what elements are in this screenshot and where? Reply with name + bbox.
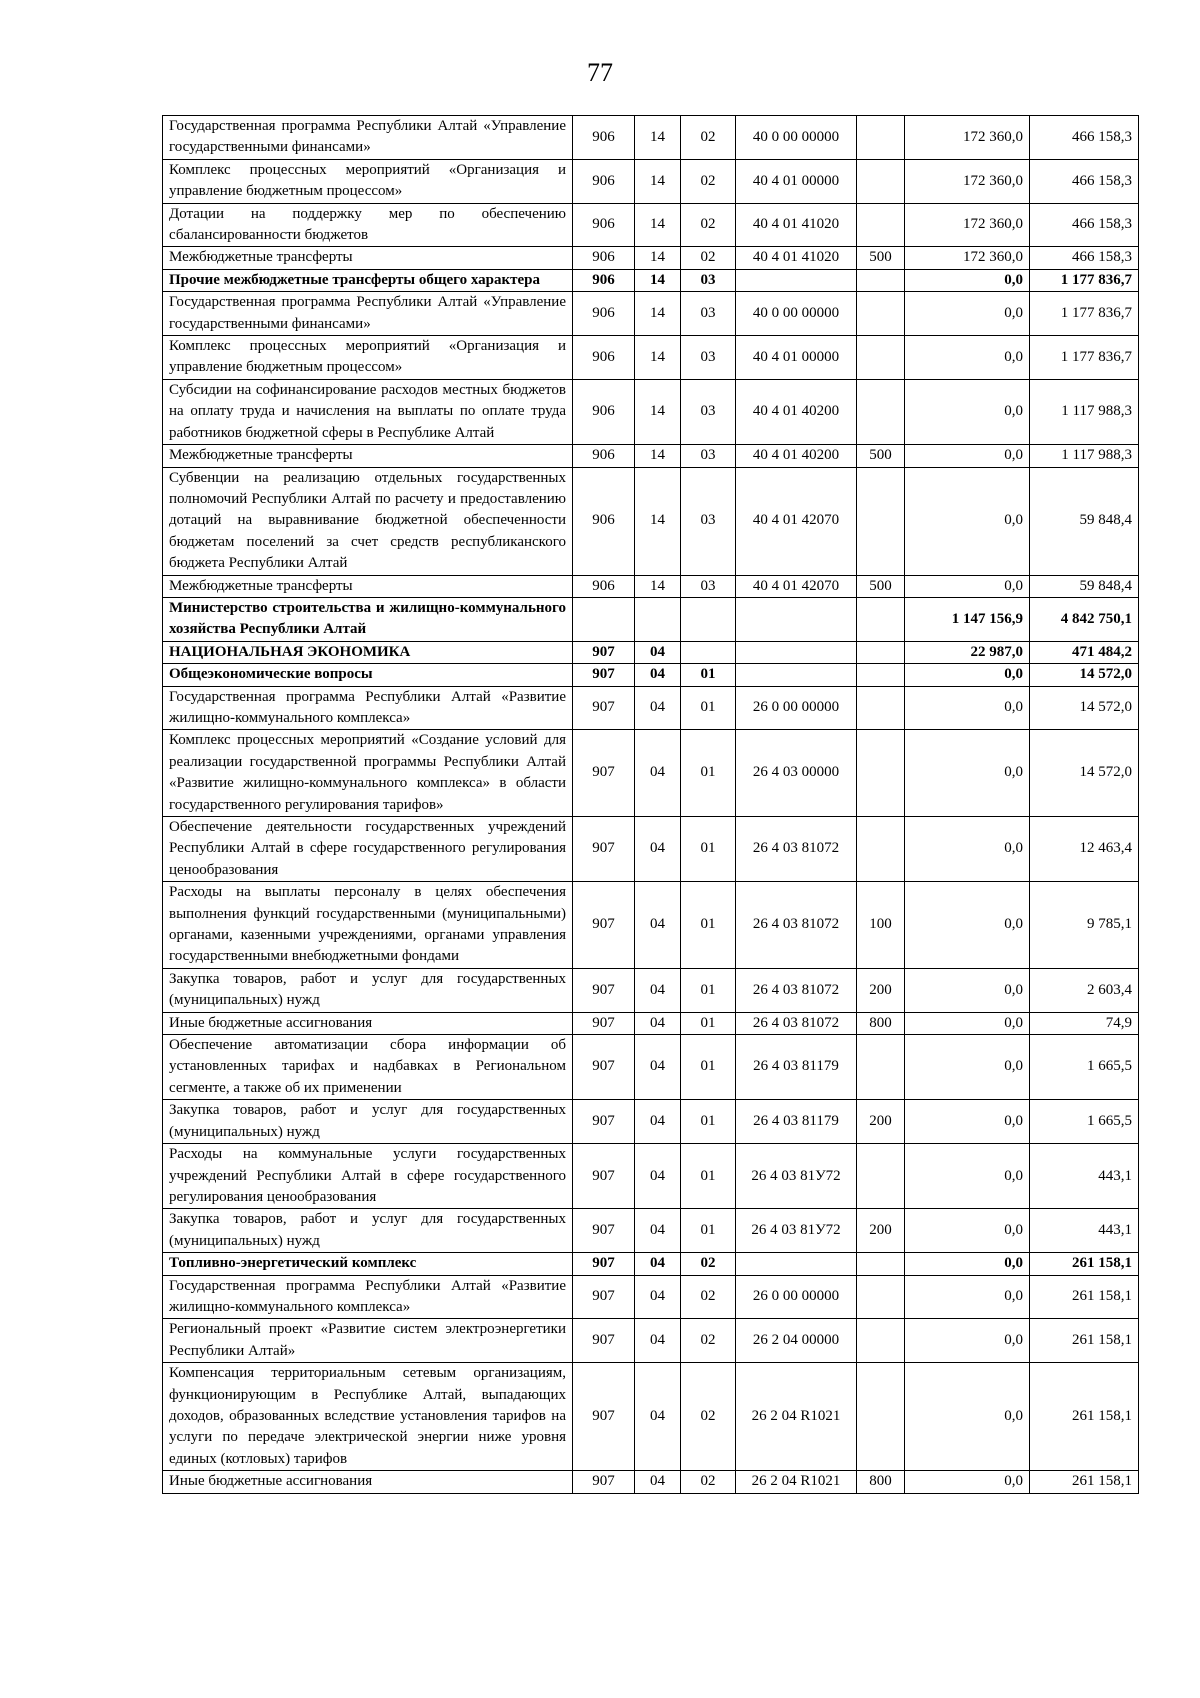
row-name-cell: Государственная программа Республики Алтай «Развитие жилищно-коммунального комплекса» bbox=[163, 1275, 573, 1319]
section-code-cell: 04 bbox=[635, 817, 681, 882]
row-name-cell: Межбюджетные трансферты bbox=[163, 247, 573, 269]
row-name-cell: Обеспечение деятельности государственных учреждений Республики Алтай в сфере государственного регулирования ценообразования bbox=[163, 817, 573, 882]
section-code-cell: 04 bbox=[635, 1100, 681, 1144]
grbs-code-cell: 907 bbox=[573, 1209, 635, 1253]
amount-year2-cell: 261 158,1 bbox=[1030, 1363, 1139, 1471]
subsection-code-cell: 03 bbox=[681, 445, 736, 467]
subsection-code-cell: 02 bbox=[681, 1275, 736, 1319]
grbs-code-cell: 906 bbox=[573, 575, 635, 597]
amount-year2-cell: 443,1 bbox=[1030, 1144, 1139, 1209]
expense-type-code-cell bbox=[857, 817, 905, 882]
amount-year1-cell: 1 147 156,9 bbox=[905, 597, 1030, 641]
table-row bbox=[163, 292, 1139, 336]
section-code-cell: 14 bbox=[635, 575, 681, 597]
amount-year1-cell: 0,0 bbox=[905, 882, 1030, 969]
expense-type-code-cell: 800 bbox=[857, 1471, 905, 1493]
amount-year1-cell: 0,0 bbox=[905, 1035, 1030, 1100]
section-code-cell: 04 bbox=[635, 1209, 681, 1253]
amount-year2-cell: 9 785,1 bbox=[1030, 882, 1139, 969]
subsection-code-cell: 02 bbox=[681, 247, 736, 269]
section-code-cell: 04 bbox=[635, 1275, 681, 1319]
target-item-code-cell: 26 0 00 00000 bbox=[736, 686, 857, 730]
target-item-code-cell: 26 4 03 81179 bbox=[736, 1100, 857, 1144]
amount-year2-cell: 261 158,1 bbox=[1030, 1471, 1139, 1493]
amount-year1-cell: 0,0 bbox=[905, 730, 1030, 817]
subsection-code-cell: 01 bbox=[681, 817, 736, 882]
table-row bbox=[163, 116, 1139, 160]
section-code-cell: 14 bbox=[635, 247, 681, 269]
amount-year1-cell: 0,0 bbox=[905, 1144, 1030, 1209]
grbs-code-cell: 907 bbox=[573, 1471, 635, 1493]
amount-year2-cell: 471 484,2 bbox=[1030, 641, 1139, 663]
section-code-cell: 04 bbox=[635, 1012, 681, 1034]
target-item-code-cell: 26 2 04 00000 bbox=[736, 1319, 857, 1363]
amount-year2-cell: 261 158,1 bbox=[1030, 1253, 1139, 1275]
row-name-cell: Субвенции на реализацию отдельных государственных полномочий Республики Алтай по расчету и предоставлению дотаций на выравнивание бюджетной обеспеченности бюджетам поселений за счет средств республиканского бюджета Республики Алтай bbox=[163, 467, 573, 575]
table-row bbox=[163, 1363, 1139, 1471]
section-code-cell: 04 bbox=[635, 1319, 681, 1363]
table-row bbox=[163, 1012, 1139, 1034]
subsection-code-cell: 01 bbox=[681, 968, 736, 1012]
grbs-code-cell: 907 bbox=[573, 1144, 635, 1209]
section-code-cell: 04 bbox=[635, 664, 681, 686]
subsection-code-cell: 03 bbox=[681, 467, 736, 575]
amount-year1-cell: 0,0 bbox=[905, 336, 1030, 380]
subsection-code-cell: 01 bbox=[681, 1012, 736, 1034]
row-name-cell: Закупка товаров, работ и услуг для государственных (муниципальных) нужд bbox=[163, 968, 573, 1012]
expense-type-code-cell bbox=[857, 159, 905, 203]
table-row bbox=[163, 686, 1139, 730]
table-row bbox=[163, 445, 1139, 467]
expense-type-code-cell bbox=[857, 116, 905, 160]
target-item-code-cell: 26 4 03 00000 bbox=[736, 730, 857, 817]
table-row bbox=[163, 467, 1139, 575]
table-row bbox=[163, 1100, 1139, 1144]
subsection-code-cell: 01 bbox=[681, 1035, 736, 1100]
table-row bbox=[163, 1253, 1139, 1275]
row-name-cell: Топливно-энергетический комплекс bbox=[163, 1253, 573, 1275]
amount-year1-cell: 0,0 bbox=[905, 1275, 1030, 1319]
grbs-code-cell: 907 bbox=[573, 1363, 635, 1471]
expense-type-code-cell: 200 bbox=[857, 1209, 905, 1253]
table-row bbox=[163, 159, 1139, 203]
amount-year2-cell: 14 572,0 bbox=[1030, 686, 1139, 730]
amount-year2-cell: 1 177 836,7 bbox=[1030, 292, 1139, 336]
section-code-cell: 14 bbox=[635, 292, 681, 336]
amount-year1-cell: 0,0 bbox=[905, 1100, 1030, 1144]
row-name-cell: Общеэкономические вопросы bbox=[163, 664, 573, 686]
table-row bbox=[163, 379, 1139, 444]
grbs-code-cell bbox=[573, 597, 635, 641]
subsection-code-cell: 01 bbox=[681, 664, 736, 686]
grbs-code-cell: 907 bbox=[573, 730, 635, 817]
subsection-code-cell: 02 bbox=[681, 203, 736, 247]
subsection-code-cell: 02 bbox=[681, 1319, 736, 1363]
section-code-cell: 14 bbox=[635, 445, 681, 467]
row-name-cell: Комплекс процессных мероприятий «Организация и управление бюджетным процессом» bbox=[163, 159, 573, 203]
grbs-code-cell: 906 bbox=[573, 159, 635, 203]
section-code-cell: 04 bbox=[635, 641, 681, 663]
target-item-code-cell: 26 4 03 81У72 bbox=[736, 1209, 857, 1253]
amount-year2-cell: 1 117 988,3 bbox=[1030, 379, 1139, 444]
table-row bbox=[163, 575, 1139, 597]
section-code-cell: 04 bbox=[635, 686, 681, 730]
table-row bbox=[163, 817, 1139, 882]
section-code-cell: 04 bbox=[635, 1253, 681, 1275]
grbs-code-cell: 906 bbox=[573, 292, 635, 336]
expense-type-code-cell bbox=[857, 730, 905, 817]
row-name-cell: Государственная программа Республики Алтай «Управление государственными финансами» bbox=[163, 116, 573, 160]
subsection-code-cell: 03 bbox=[681, 292, 736, 336]
grbs-code-cell: 906 bbox=[573, 467, 635, 575]
section-code-cell: 04 bbox=[635, 882, 681, 969]
target-item-code-cell: 40 0 00 00000 bbox=[736, 292, 857, 336]
section-code-cell: 14 bbox=[635, 116, 681, 160]
amount-year1-cell: 0,0 bbox=[905, 968, 1030, 1012]
section-code-cell: 14 bbox=[635, 203, 681, 247]
amount-year2-cell: 466 158,3 bbox=[1030, 203, 1139, 247]
grbs-code-cell: 907 bbox=[573, 1275, 635, 1319]
grbs-code-cell: 907 bbox=[573, 1012, 635, 1034]
section-code-cell bbox=[635, 597, 681, 641]
section-code-cell: 04 bbox=[635, 1363, 681, 1471]
target-item-code-cell bbox=[736, 597, 857, 641]
table-row bbox=[163, 247, 1139, 269]
row-name-cell: НАЦИОНАЛЬНАЯ ЭКОНОМИКА bbox=[163, 641, 573, 663]
table-row bbox=[163, 882, 1139, 969]
target-item-code-cell: 26 4 03 81072 bbox=[736, 817, 857, 882]
target-item-code-cell: 26 4 03 81072 bbox=[736, 882, 857, 969]
table-row bbox=[163, 1144, 1139, 1209]
amount-year1-cell: 0,0 bbox=[905, 1012, 1030, 1034]
target-item-code-cell bbox=[736, 664, 857, 686]
target-item-code-cell: 26 4 03 81072 bbox=[736, 968, 857, 1012]
expense-type-code-cell bbox=[857, 269, 905, 291]
amount-year2-cell: 14 572,0 bbox=[1030, 664, 1139, 686]
grbs-code-cell: 907 bbox=[573, 641, 635, 663]
amount-year2-cell: 14 572,0 bbox=[1030, 730, 1139, 817]
grbs-code-cell: 906 bbox=[573, 116, 635, 160]
amount-year1-cell: 0,0 bbox=[905, 575, 1030, 597]
expense-type-code-cell: 200 bbox=[857, 1100, 905, 1144]
expense-type-code-cell: 500 bbox=[857, 247, 905, 269]
subsection-code-cell: 03 bbox=[681, 379, 736, 444]
amount-year2-cell: 261 158,1 bbox=[1030, 1275, 1139, 1319]
target-item-code-cell: 40 4 01 00000 bbox=[736, 159, 857, 203]
subsection-code-cell: 01 bbox=[681, 1144, 736, 1209]
amount-year1-cell: 0,0 bbox=[905, 1319, 1030, 1363]
target-item-code-cell: 26 2 04 R1021 bbox=[736, 1363, 857, 1471]
amount-year2-cell: 59 848,4 bbox=[1030, 575, 1139, 597]
target-item-code-cell bbox=[736, 269, 857, 291]
amount-year2-cell: 261 158,1 bbox=[1030, 1319, 1139, 1363]
grbs-code-cell: 907 bbox=[573, 1319, 635, 1363]
budget-table bbox=[162, 115, 1139, 1494]
budget-table-body bbox=[163, 116, 1139, 1494]
amount-year2-cell: 59 848,4 bbox=[1030, 467, 1139, 575]
amount-year2-cell: 443,1 bbox=[1030, 1209, 1139, 1253]
target-item-code-cell: 26 4 03 81072 bbox=[736, 1012, 857, 1034]
page-number: 77 bbox=[587, 58, 613, 87]
expense-type-code-cell bbox=[857, 336, 905, 380]
subsection-code-cell: 01 bbox=[681, 882, 736, 969]
table-row bbox=[163, 1035, 1139, 1100]
section-code-cell: 04 bbox=[635, 1471, 681, 1493]
table-row bbox=[163, 1319, 1139, 1363]
amount-year1-cell: 0,0 bbox=[905, 1209, 1030, 1253]
row-name-cell: Межбюджетные трансферты bbox=[163, 445, 573, 467]
amount-year2-cell: 1 117 988,3 bbox=[1030, 445, 1139, 467]
row-name-cell: Комплекс процессных мероприятий «Создание условий для реализации государственной программы Республики Алтай «Развитие жилищно-коммунального комплекса» в области государственного регулирования тарифов» bbox=[163, 730, 573, 817]
target-item-code-cell: 26 4 03 81179 bbox=[736, 1035, 857, 1100]
amount-year1-cell: 0,0 bbox=[905, 664, 1030, 686]
amount-year1-cell: 0,0 bbox=[905, 817, 1030, 882]
grbs-code-cell: 907 bbox=[573, 1035, 635, 1100]
amount-year1-cell: 172 360,0 bbox=[905, 203, 1030, 247]
expense-type-code-cell bbox=[857, 1319, 905, 1363]
row-name-cell: Обеспечение автоматизации сбора информации об установленных тарифах и надбавках в Региональном сегменте, а также об их применении bbox=[163, 1035, 573, 1100]
subsection-code-cell: 02 bbox=[681, 1471, 736, 1493]
target-item-code-cell bbox=[736, 1253, 857, 1275]
table-row bbox=[163, 730, 1139, 817]
target-item-code-cell: 40 0 00 00000 bbox=[736, 116, 857, 160]
expense-type-code-cell bbox=[857, 686, 905, 730]
expense-type-code-cell bbox=[857, 1253, 905, 1275]
grbs-code-cell: 907 bbox=[573, 686, 635, 730]
target-item-code-cell: 40 4 01 41020 bbox=[736, 247, 857, 269]
expense-type-code-cell: 500 bbox=[857, 445, 905, 467]
target-item-code-cell: 26 2 04 R1021 bbox=[736, 1471, 857, 1493]
grbs-code-cell: 906 bbox=[573, 445, 635, 467]
subsection-code-cell bbox=[681, 597, 736, 641]
target-item-code-cell: 26 0 00 00000 bbox=[736, 1275, 857, 1319]
expense-type-code-cell bbox=[857, 1035, 905, 1100]
subsection-code-cell: 02 bbox=[681, 1363, 736, 1471]
row-name-cell: Региональный проект «Развитие систем электроэнергетики Республики Алтай» bbox=[163, 1319, 573, 1363]
amount-year2-cell: 1 665,5 bbox=[1030, 1035, 1139, 1100]
row-name-cell: Компенсация территориальным сетевым организациям, функционирующим в Республике Алтай, выпадающих доходов, образованных вследствие установления тарифов на услуги по передаче электрической энергии ниже уровня единых (котловых) тарифов bbox=[163, 1363, 573, 1471]
grbs-code-cell: 906 bbox=[573, 336, 635, 380]
expense-type-code-cell bbox=[857, 1363, 905, 1471]
section-code-cell: 14 bbox=[635, 269, 681, 291]
amount-year1-cell: 0,0 bbox=[905, 269, 1030, 291]
row-name-cell: Субсидии на софинансирование расходов местных бюджетов на оплату труда и начисления на выплаты по оплате труда работников бюджетной сферы в Республике Алтай bbox=[163, 379, 573, 444]
expense-type-code-cell bbox=[857, 1275, 905, 1319]
table-row bbox=[163, 1209, 1139, 1253]
section-code-cell: 04 bbox=[635, 730, 681, 817]
expense-type-code-cell bbox=[857, 379, 905, 444]
amount-year1-cell: 172 360,0 bbox=[905, 159, 1030, 203]
target-item-code-cell: 40 4 01 40200 bbox=[736, 379, 857, 444]
grbs-code-cell: 907 bbox=[573, 968, 635, 1012]
row-name-cell: Иные бюджетные ассигнования bbox=[163, 1012, 573, 1034]
expense-type-code-cell bbox=[857, 1144, 905, 1209]
grbs-code-cell: 906 bbox=[573, 269, 635, 291]
amount-year2-cell: 466 158,3 bbox=[1030, 159, 1139, 203]
amount-year1-cell: 0,0 bbox=[905, 379, 1030, 444]
row-name-cell: Государственная программа Республики Алтай «Управление государственными финансами» bbox=[163, 292, 573, 336]
row-name-cell: Дотации на поддержку мер по обеспечению сбалансированности бюджетов bbox=[163, 203, 573, 247]
subsection-code-cell: 03 bbox=[681, 336, 736, 380]
section-code-cell: 14 bbox=[635, 159, 681, 203]
row-name-cell: Межбюджетные трансферты bbox=[163, 575, 573, 597]
table-row bbox=[163, 968, 1139, 1012]
amount-year2-cell: 1 665,5 bbox=[1030, 1100, 1139, 1144]
subsection-code-cell: 02 bbox=[681, 159, 736, 203]
grbs-code-cell: 907 bbox=[573, 882, 635, 969]
amount-year1-cell: 0,0 bbox=[905, 445, 1030, 467]
amount-year1-cell: 0,0 bbox=[905, 467, 1030, 575]
section-code-cell: 14 bbox=[635, 467, 681, 575]
amount-year2-cell: 466 158,3 bbox=[1030, 116, 1139, 160]
amount-year1-cell: 0,0 bbox=[905, 292, 1030, 336]
expense-type-code-cell bbox=[857, 664, 905, 686]
amount-year1-cell: 0,0 bbox=[905, 1253, 1030, 1275]
row-name-cell: Иные бюджетные ассигнования bbox=[163, 1471, 573, 1493]
amount-year2-cell: 4 842 750,1 bbox=[1030, 597, 1139, 641]
target-item-code-cell: 40 4 01 41020 bbox=[736, 203, 857, 247]
row-name-cell: Расходы на коммунальные услуги государственных учреждений Республики Алтай в сфере государственного регулирования ценообразования bbox=[163, 1144, 573, 1209]
expense-type-code-cell: 200 bbox=[857, 968, 905, 1012]
expense-type-code-cell bbox=[857, 597, 905, 641]
table-row bbox=[163, 1275, 1139, 1319]
target-item-code-cell bbox=[736, 641, 857, 663]
table-row bbox=[163, 1471, 1139, 1493]
amount-year2-cell: 466 158,3 bbox=[1030, 247, 1139, 269]
row-name-cell: Закупка товаров, работ и услуг для государственных (муниципальных) нужд bbox=[163, 1209, 573, 1253]
amount-year1-cell: 172 360,0 bbox=[905, 116, 1030, 160]
section-code-cell: 04 bbox=[635, 1144, 681, 1209]
amount-year2-cell: 1 177 836,7 bbox=[1030, 336, 1139, 380]
grbs-code-cell: 907 bbox=[573, 817, 635, 882]
section-code-cell: 14 bbox=[635, 379, 681, 444]
subsection-code-cell: 02 bbox=[681, 116, 736, 160]
section-code-cell: 14 bbox=[635, 336, 681, 380]
subsection-code-cell: 01 bbox=[681, 1209, 736, 1253]
amount-year1-cell: 0,0 bbox=[905, 686, 1030, 730]
row-name-cell: Комплекс процессных мероприятий «Организация и управление бюджетным процессом» bbox=[163, 336, 573, 380]
table-row bbox=[163, 203, 1139, 247]
amount-year1-cell: 172 360,0 bbox=[905, 247, 1030, 269]
expense-type-code-cell: 500 bbox=[857, 575, 905, 597]
subsection-code-cell: 01 bbox=[681, 1100, 736, 1144]
expense-type-code-cell: 100 bbox=[857, 882, 905, 969]
grbs-code-cell: 907 bbox=[573, 1100, 635, 1144]
expense-type-code-cell bbox=[857, 203, 905, 247]
grbs-code-cell: 906 bbox=[573, 247, 635, 269]
subsection-code-cell: 01 bbox=[681, 730, 736, 817]
amount-year1-cell: 0,0 bbox=[905, 1363, 1030, 1471]
grbs-code-cell: 906 bbox=[573, 203, 635, 247]
amount-year2-cell: 2 603,4 bbox=[1030, 968, 1139, 1012]
expense-type-code-cell: 800 bbox=[857, 1012, 905, 1034]
subsection-code-cell bbox=[681, 641, 736, 663]
grbs-code-cell: 907 bbox=[573, 1253, 635, 1275]
subsection-code-cell: 01 bbox=[681, 686, 736, 730]
section-code-cell: 04 bbox=[635, 968, 681, 1012]
amount-year2-cell: 12 463,4 bbox=[1030, 817, 1139, 882]
expense-type-code-cell bbox=[857, 641, 905, 663]
section-code-cell: 04 bbox=[635, 1035, 681, 1100]
subsection-code-cell: 03 bbox=[681, 575, 736, 597]
amount-year2-cell: 74,9 bbox=[1030, 1012, 1139, 1034]
grbs-code-cell: 906 bbox=[573, 379, 635, 444]
target-item-code-cell: 40 4 01 40200 bbox=[736, 445, 857, 467]
row-name-cell: Прочие межбюджетные трансферты общего характера bbox=[163, 269, 573, 291]
target-item-code-cell: 40 4 01 42070 bbox=[736, 575, 857, 597]
table-row bbox=[163, 597, 1139, 641]
target-item-code-cell: 40 4 01 42070 bbox=[736, 467, 857, 575]
subsection-code-cell: 03 bbox=[681, 269, 736, 291]
target-item-code-cell: 40 4 01 00000 bbox=[736, 336, 857, 380]
row-name-cell: Государственная программа Республики Алтай «Развитие жилищно-коммунального комплекса» bbox=[163, 686, 573, 730]
row-name-cell: Закупка товаров, работ и услуг для государственных (муниципальных) нужд bbox=[163, 1100, 573, 1144]
grbs-code-cell: 907 bbox=[573, 664, 635, 686]
row-name-cell: Министерство строительства и жилищно-коммунального хозяйства Республики Алтай bbox=[163, 597, 573, 641]
amount-year1-cell: 0,0 bbox=[905, 1471, 1030, 1493]
table-row bbox=[163, 664, 1139, 686]
table-row bbox=[163, 269, 1139, 291]
table-row bbox=[163, 336, 1139, 380]
amount-year1-cell: 22 987,0 bbox=[905, 641, 1030, 663]
row-name-cell: Расходы на выплаты персоналу в целях обеспечения выполнения функций государственными (муниципальными) органами, казенными учреждениями, органами управления государственными внебюджетными фондами bbox=[163, 882, 573, 969]
expense-type-code-cell bbox=[857, 292, 905, 336]
table-row bbox=[163, 641, 1139, 663]
amount-year2-cell: 1 177 836,7 bbox=[1030, 269, 1139, 291]
expense-type-code-cell bbox=[857, 467, 905, 575]
target-item-code-cell: 26 4 03 81У72 bbox=[736, 1144, 857, 1209]
subsection-code-cell: 02 bbox=[681, 1253, 736, 1275]
